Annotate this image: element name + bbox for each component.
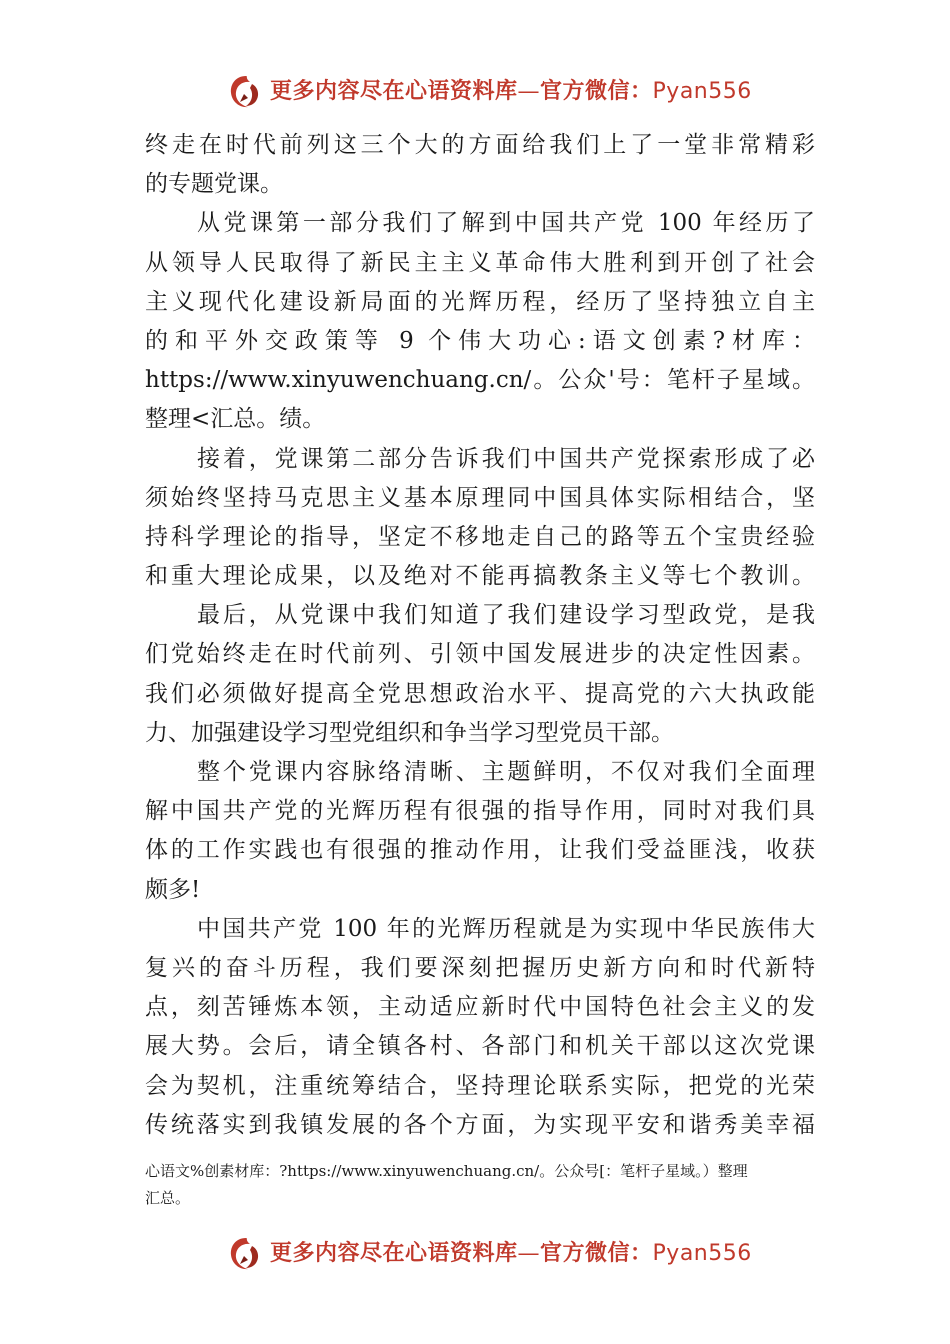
- banner-text: [270, 76, 752, 107]
- text-line: 接着，党课第二部分告诉我们中国共产党探索形成了必: [197, 445, 815, 472]
- text-line: 和重大理论成果，以及绝对不能再搞教条主义等七个教训。: [145, 563, 815, 590]
- text-line: 主义现代化建设新局面的光辉历程，经历了坚持独立自主: [145, 288, 815, 315]
- logo-icon: [226, 72, 266, 112]
- text-line: 会为契机，注重统筹结合，坚持理论联系实际，把党的光荣: [145, 1072, 815, 1099]
- text-line: https://www.xinyuwenchuang.cn/。公众'号：笔杆子星域。: [145, 367, 815, 394]
- text-line: 的和平外交政策等 9 个伟大功心:语文创素?材库：: [145, 327, 815, 354]
- text-line: 体的工作实践也有很强的推动作用，让我们受益匪浅，收获: [145, 837, 815, 864]
- footnote-line: 汇总。: [145, 1189, 191, 1207]
- text-line: 解中国共产党的光辉历程有很强的指导作用，同时对我们具: [145, 798, 815, 825]
- banner-title: 更多内容尽在心语资料库: [270, 78, 518, 104]
- logo-icon: [226, 1234, 266, 1274]
- text-line: 持科学理论的指导，坚定不移地走自己的路等五个宝贵经验: [145, 523, 815, 550]
- text-line: 力、加强建设学习型党组织和争当学习型党员干部。: [145, 719, 674, 746]
- footnote: [145, 1158, 815, 1212]
- text-line: 复兴的奋斗历程，我们要深刻把握历史新方向和时代新特: [145, 954, 815, 981]
- banner-wechat-id: Pyan556: [652, 1241, 752, 1266]
- banner-wechat-id: Pyan556: [652, 79, 752, 104]
- text-line: 整个党课内容脉络清晰、主题鲜明，不仅对我们全面理: [197, 759, 815, 785]
- banner-title: 更多内容尽在心语资料库: [270, 1240, 518, 1266]
- banner-dash: —: [517, 79, 541, 104]
- banner-dash: —: [517, 1241, 541, 1266]
- text-line: 从领导人民取得了新民主主义革命伟大胜利到开创了社会: [145, 249, 815, 276]
- footnote-line: 心语文%创素材库：?https://www.xinyuwenchuang.cn/。公众号[：笔杆子星域。）整理: [145, 1162, 748, 1180]
- header-banner: [0, 70, 950, 114]
- text-line: 最后，从党课中我们知道了我们建设学习型政党，是我: [197, 602, 815, 629]
- text-line: 的专题党课。: [145, 171, 283, 198]
- text-line: 颇多!: [145, 876, 201, 903]
- text-line: 中国共产党 100 年的光辉历程就是为实现中华民族伟大: [197, 915, 815, 942]
- text-line: 们党始终走在时代前列、引领中国发展进步的决定性因素。: [145, 641, 815, 668]
- banner-wechat-label: 官方微信：: [540, 78, 653, 104]
- text-line: 终走在时代前列这三个大的方面给我们上了一堂非常精彩: [145, 132, 815, 158]
- banner-wechat-label: 官方微信：: [540, 1240, 653, 1266]
- banner-text: [270, 1238, 752, 1269]
- text-line: 展大势。会后，请全镇各村、各部门和机关干部以这次党课: [145, 1033, 815, 1060]
- text-line: 整理<汇总。绩。: [145, 406, 326, 433]
- text-line: 传统落实到我镇发展的各个方面，为实现平安和谐秀美幸福: [145, 1111, 815, 1138]
- text-line: 须始终坚持马克思主义基本原理同中国具体实际相结合，坚: [145, 484, 815, 511]
- footer-banner: [0, 1232, 950, 1276]
- document-body: [145, 126, 815, 1145]
- text-line: 点，刻苦锤炼本领，主动适应新时代中国特色社会主义的发: [145, 994, 815, 1021]
- text-line: 从党课第一部分我们了解到中国共产党 100 年经历了: [197, 210, 815, 237]
- text-line: 我们必须做好提高全党思想政治水平、提高党的六大执政能: [145, 680, 815, 707]
